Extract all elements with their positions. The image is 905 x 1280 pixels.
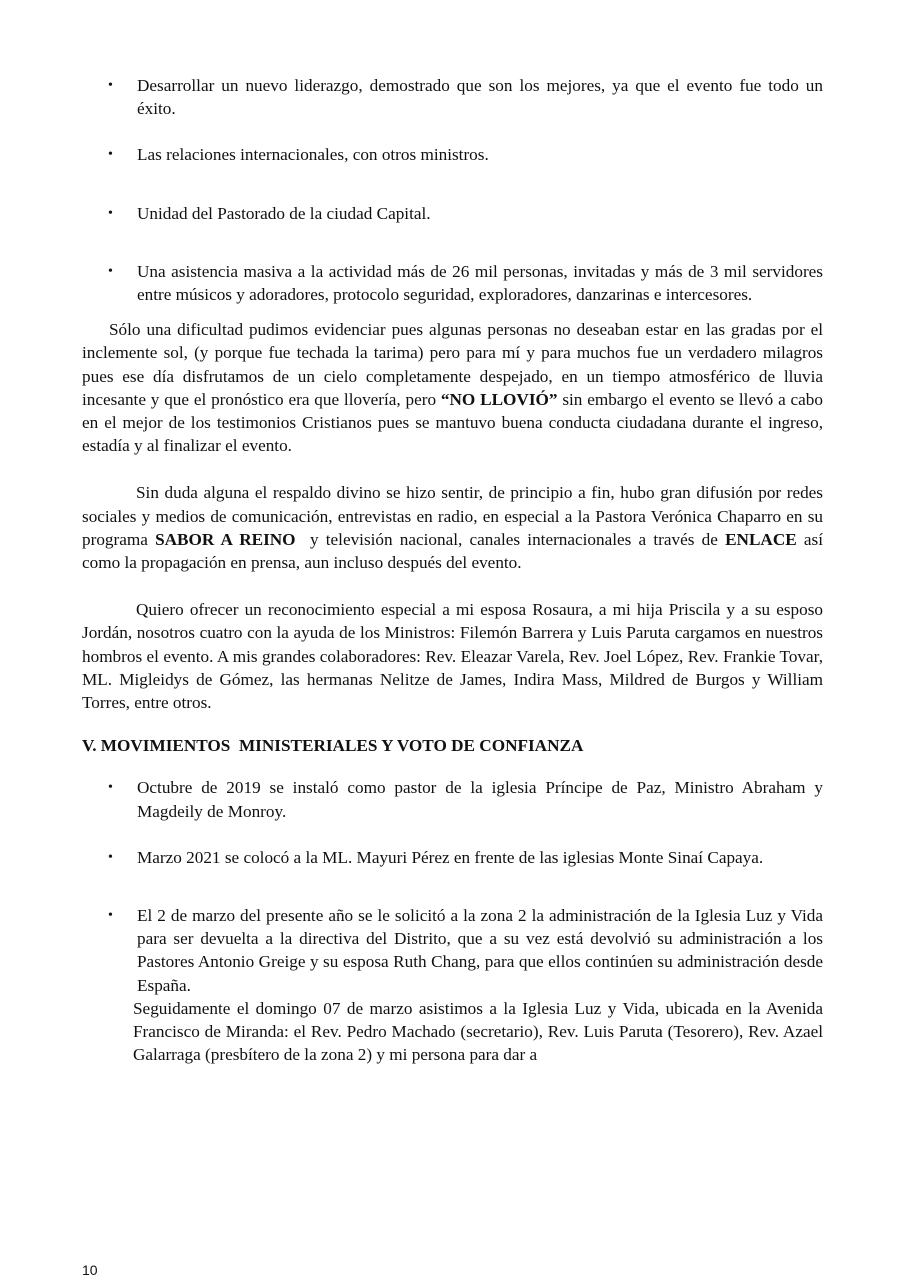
list-item [82, 904, 823, 997]
list-item [82, 202, 823, 225]
continuation-paragraph: Seguidamente el domingo 07 de marzo asistimos a la Iglesia Luz y Vida, ubicada en la Avenida Francisco de Miranda: el Rev. Pedro Machado (secretario), Rev. Luis Paruta (Tesorero), Rev. Azael Galarraga (presbítero de la zona 2) y mi persona para dar a [133, 998, 823, 1065]
list-item-text: Marzo 2021 se colocó a la ML. Mayuri Pérez en frente de las iglesias Monte Sinaí Capaya. [137, 847, 764, 867]
paragraph-acknowledgements: Quiero ofrecer un reconocimiento especial a mi esposa Rosaura, a mi hija Priscila y a su esposo Jordán, nosotros cuatro con la ayuda de los Ministros: Filemón Barrera y Luis Paruta cargamos en nuestros hombros el evento. A mis grandes colaboradores: Rev. Eleazar Varela, Rev. Joel López, Rev. Frankie Tovar, ML. Migleidys de Gómez, las hermanas Nelitze de James, Indira Mass, Mildred de Burgos y William Torres, entre otros. [82, 600, 823, 713]
paragraph-text: Sin duda alguna el respaldo divino se hizo sentir, de principio a fin, hubo gran difusión por redes sociales y medios de comunicación, entrevistas en radio, en especial a la Pastora Verónica Chaparro en su programa [82, 483, 823, 549]
list-item-text: El 2 de marzo del presente año se le solicitó a la zona 2 la administración de la Iglesia Luz y Vida para ser devuelta a la directiva del Distrito, que a su vez está devolvió su administración a los Pastores Antonio Greige y su esposa Ruth Chang, para que ellos continúen su administración desde España. [137, 906, 823, 995]
emphasis-no-llovio: “NO LLOVIÓ” [440, 389, 558, 409]
bullet-icon: • [108, 78, 113, 93]
paragraph-text: y televisión nacional, canales internacionales a través de [295, 529, 726, 549]
list-item-text: Unidad del Pastorado de la ciudad Capital. [137, 203, 431, 223]
list-item-text: Desarrollar un nuevo liderazgo, demostrado que son los mejores, ya que el evento fue todo un éxito. [137, 76, 823, 119]
paragraph-text: así como la propagación en prensa, aun incluso después del evento. [82, 529, 824, 573]
bullet-icon: • [108, 780, 113, 796]
list-item-text: Una asistencia masiva a la actividad más de 26 mil personas, invitadas y más de 3 mil servidores entre músicos y adoradores, protocolo seguridad, exploradores, danzarinas e intercesores. [137, 261, 823, 305]
paragraph-media [82, 481, 823, 574]
bullet-icon: • [108, 263, 113, 279]
list-item-text: Las relaciones internacionales, con otros ministros. [137, 145, 489, 165]
paragraph-text: Sólo una dificultad pudimos evidenciar pues algunas personas no deseaban estar en las gradas por el inclemente sol, (y porque fue techada la tarima) pero para mí y para muchos fue un verdadero milagros pues ese día disfrutamos de un cielo completamente despejado, en un tiempo atmosférico de lluvia incesante y que el pronóstico era que llovería, pero [82, 320, 823, 409]
bullet-icon: • [108, 205, 113, 221]
list-item-text: Octubre de 2019 se instaló como pastor de la iglesia Príncipe de Paz, Ministro Abraham y Magdeily de Monroy. [137, 778, 823, 821]
bullet-icon: • [108, 147, 113, 163]
list-item [82, 143, 823, 166]
paragraph-text: sin embargo el evento se llevó a cabo en el mejor de los testimonios Cristianos pues se mantuvo buena conducta ciudadana durante el ingreso, estadía y al finalizar el evento. [82, 389, 823, 456]
document-page [82, 74, 823, 1067]
channel-name: ENLACE [725, 529, 797, 549]
section-heading: V. MOVIMIENTOS MINISTERIALES Y VOTO DE CONFIANZA [82, 736, 584, 756]
list-item [82, 260, 823, 306]
program-name: SABOR A REINO [155, 529, 296, 549]
list-item [82, 776, 823, 822]
paragraph-weather [82, 318, 823, 457]
list-item [82, 846, 823, 869]
page-number: 10 [82, 1262, 98, 1278]
list-item [82, 74, 823, 120]
bullet-icon: • [108, 849, 113, 865]
bullet-icon: • [108, 908, 113, 924]
